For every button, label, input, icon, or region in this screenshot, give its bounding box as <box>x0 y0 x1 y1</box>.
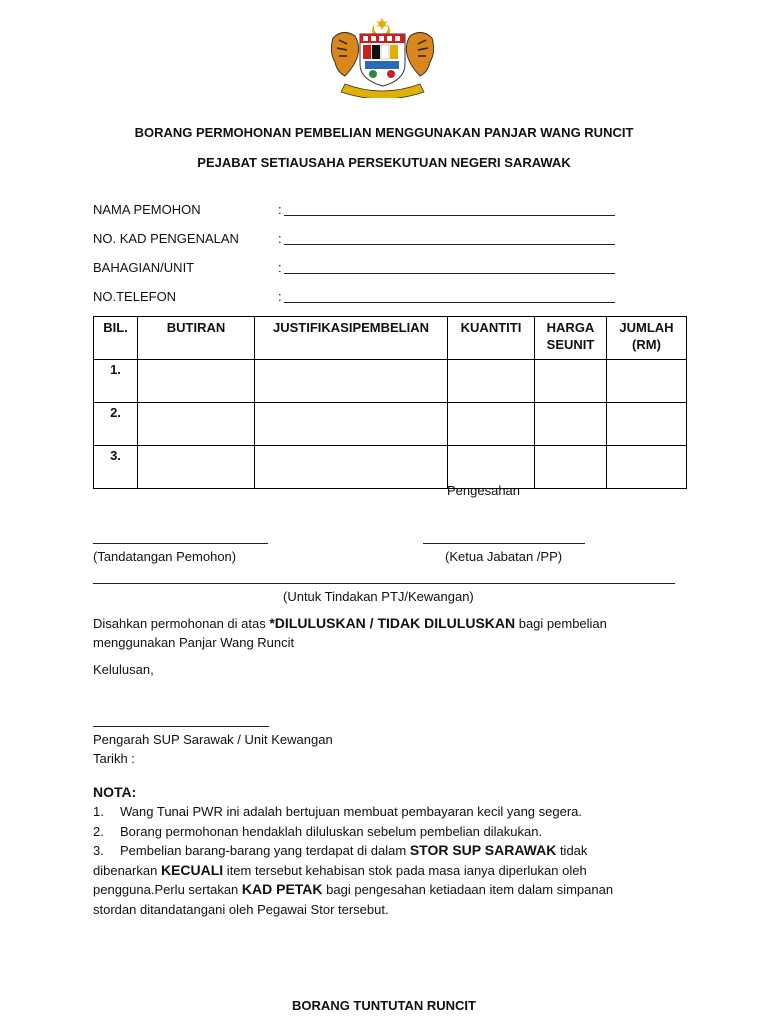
nota-emphasis: KECUALI <box>160 861 224 878</box>
field-label-telefon: NO.TELEFON <box>93 289 177 304</box>
pengesahan-label: Pengesahan <box>447 483 521 498</box>
ketua-signature-line[interactable] <box>423 543 585 544</box>
cell-jumlah[interactable] <box>607 446 687 489</box>
nota-number: 2. <box>93 823 104 839</box>
nota-emphasis: STOR SUP SARAWAK <box>409 842 557 858</box>
cell-jumlah[interactable] <box>607 403 687 446</box>
nota-text: pengguna.Perlu sertakan <box>93 882 242 897</box>
ptj-text-after: bagi pembelian <box>515 616 607 631</box>
office-title: PEJABAT SETIAUSAHA PERSEKUTUAN NEGERI SARAWAK <box>197 155 571 170</box>
cell-harga[interactable] <box>535 403 607 446</box>
nota-number: 1. <box>93 804 104 819</box>
cell-harga[interactable] <box>535 446 607 489</box>
field-label-bahagian: BAHAGIAN/UNIT <box>93 260 195 275</box>
ptj-approval-text <box>93 615 693 631</box>
field-colon: : <box>278 289 282 304</box>
nota-text: tidak <box>556 843 588 858</box>
nota-text: item tersebut kehabisan stok pada masa ianya diperlukan oleh <box>223 862 587 878</box>
nota-text: Pembelian barang-barang yang terdapat di dalam <box>120 843 410 858</box>
ketua-signature-label: (Ketua Jabatan /PP) <box>445 549 563 564</box>
col-header-kuantiti: KUANTITI <box>448 317 535 360</box>
list-item <box>93 822 693 842</box>
nota-number: 3. <box>93 843 104 858</box>
table-header-row <box>94 317 687 360</box>
cell-harga[interactable] <box>535 360 607 403</box>
list-item <box>93 841 693 861</box>
col-header-justifikasi: JUSTIFIKASIPEMBELIAN <box>255 317 448 360</box>
nota-text: Borang permohonan hendaklah diluluskan sebelum pembelian dilakukan. <box>120 823 543 839</box>
items-table <box>93 316 687 489</box>
list-item <box>93 802 693 822</box>
pemohon-signature-line[interactable] <box>93 543 268 544</box>
field-colon: : <box>278 260 282 275</box>
section-divider <box>93 583 675 584</box>
ptj-heading: (Untuk Tindakan PTJ/Kewangan) <box>283 589 474 604</box>
field-label-nama: NAMA PEMOHON <box>93 202 201 217</box>
table-row <box>94 360 687 403</box>
pengarah-signature-line[interactable] <box>93 726 269 727</box>
cell-kuantiti[interactable] <box>448 403 535 446</box>
tarikh-label: Tarikh : <box>93 751 135 766</box>
field-colon: : <box>278 202 282 217</box>
cell-butiran[interactable] <box>138 403 255 446</box>
form-title: BORANG PERMOHONAN PEMBELIAN MENGGUNAKAN PANJAR WANG RUNCIT <box>134 125 634 140</box>
list-item-continued <box>93 880 693 900</box>
list-item-continued <box>93 900 693 920</box>
telefon-line[interactable] <box>284 302 615 303</box>
table-row <box>94 403 687 446</box>
row-number: 2. <box>94 403 138 446</box>
cell-justifikasi[interactable] <box>255 446 448 489</box>
nota-emphasis: KAD PETAK <box>241 881 323 897</box>
col-header-butiran: BUTIRAN <box>138 317 255 360</box>
col-header-harga-seunit: HARGA SEUNIT <box>535 317 607 360</box>
row-number: 3. <box>94 446 138 489</box>
nota-list <box>93 802 693 919</box>
bahagian-unit-line[interactable] <box>284 273 615 274</box>
table-row <box>94 446 687 489</box>
coat-of-arms-logo <box>325 18 440 98</box>
footer-title: BORANG TUNTUTAN RUNCIT <box>292 998 476 1013</box>
ptj-text-line2: menggunakan Panjar Wang Runcit <box>93 635 295 650</box>
nota-text: bagi pengesahan ketiadaan item dalam simpanan <box>322 882 614 897</box>
kelulusan-label: Kelulusan, <box>93 662 154 677</box>
nota-text: dibenarkan <box>93 862 161 878</box>
pemohon-signature-label: (Tandatangan Pemohon) <box>93 549 237 564</box>
cell-butiran[interactable] <box>138 446 255 489</box>
field-colon: : <box>278 231 282 246</box>
nama-pemohon-line[interactable] <box>284 215 615 216</box>
cell-butiran[interactable] <box>138 360 255 403</box>
list-item-continued <box>93 861 693 881</box>
cell-justifikasi[interactable] <box>255 403 448 446</box>
ptj-text-before: Disahkan permohonan di atas <box>93 616 270 631</box>
cell-jumlah[interactable] <box>607 360 687 403</box>
kad-pengenalan-line[interactable] <box>284 244 615 245</box>
field-label-kad: NO. KAD PENGENALAN <box>93 231 239 246</box>
cell-kuantiti[interactable] <box>448 360 535 403</box>
cell-justifikasi[interactable] <box>255 360 448 403</box>
nota-text: Wang Tunai PWR ini adalah bertujuan membuat pembayaran kecil yang segera. <box>120 804 582 819</box>
approval-status-options[interactable]: *DILULUSKAN / TIDAK DILULUSKAN <box>269 615 516 631</box>
col-header-jumlah: JUMLAH (RM) <box>607 317 687 360</box>
nota-text: stordan ditandatangani oleh Pegawai Stor tersebut. <box>93 901 389 917</box>
pengarah-label: Pengarah SUP Sarawak / Unit Kewangan <box>93 732 333 747</box>
nota-heading: NOTA: <box>93 784 137 800</box>
col-header-bil: BIL. <box>94 317 138 360</box>
row-number: 1. <box>94 360 138 403</box>
